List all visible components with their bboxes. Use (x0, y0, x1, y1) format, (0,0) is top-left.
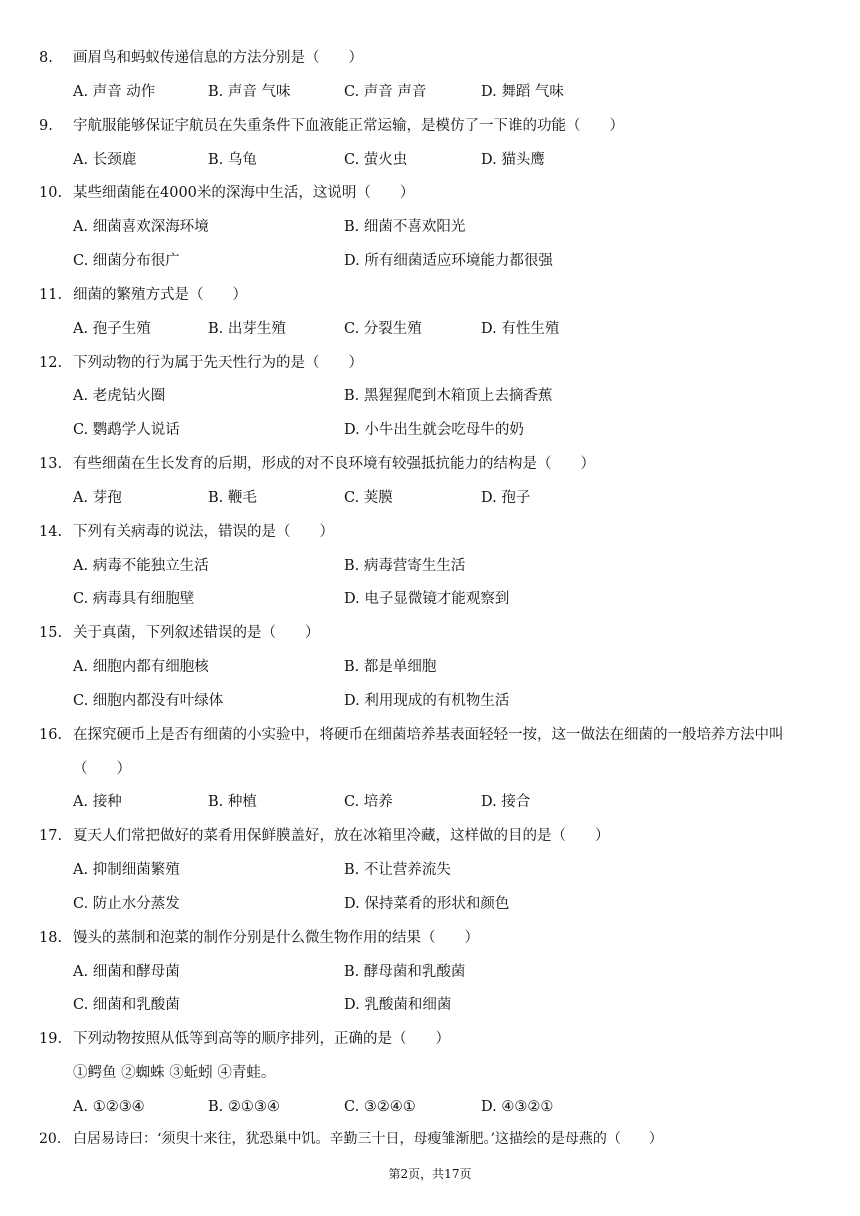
option-b: B. 不让营养流失 (344, 862, 451, 878)
option-c: C. 萤火虫 (344, 152, 408, 168)
question-text: 某些细菌能在4000米的深海中生活，这说明（ ） (73, 185, 415, 201)
question-text: 馒头的蒸制和泡菜的制作分别是什么微生物作用的结果（ ） (73, 930, 479, 946)
question-text: 下列动物的行为属于先天性行为的是（ ） (73, 355, 363, 371)
option-d: D. 舞蹈 气味 (481, 84, 564, 100)
page-footer: 第2页，共17页 (388, 1167, 472, 1181)
option-c: C. 声音 声音 (344, 84, 427, 100)
option-d: D. 孢子 (481, 490, 531, 506)
option-a: A. 抑制细菌繁殖 (73, 862, 180, 878)
option-a: A. 细菌和酵母菌 (73, 964, 180, 980)
question-text: 有些细菌在生长发育的后期，形成的对不良环境有较强抵抗能力的结构是（ ） (73, 456, 595, 472)
question-text: 白居易诗曰：‘须臾十来往，犹恐巢中饥。辛勤三十日，母瘦雏渐肥。’这描绘的是母燕的（ ） (73, 1131, 663, 1147)
option-a: A. 长颈鹿 (73, 152, 137, 168)
option-b: B. 病毒营寄生生活 (344, 558, 466, 574)
option-d: D. ④③②① (481, 1099, 554, 1115)
question-text: 细菌的繁殖方式是（ ） (73, 287, 247, 303)
option-c: C. 病毒具有细胞壁 (73, 591, 195, 607)
question-number: 16. (39, 727, 63, 743)
question-text: 下列动物按照从低等到高等的顺序排列，正确的是（ ） (73, 1031, 450, 1047)
option-a: A. ①②③④ (73, 1099, 145, 1115)
option-a: A. 细菌喜欢深海环境 (73, 219, 209, 235)
question-number: 19. (39, 1031, 63, 1047)
option-a: A. 病毒不能独立生活 (73, 558, 209, 574)
option-b: B. 种植 (208, 794, 257, 810)
question-text: 夏天人们常把做好的菜肴用保鲜膜盖好，放在冰箱里冷藏，这样做的目的是（ ） (73, 828, 610, 844)
option-d: D. 有性生殖 (481, 321, 560, 337)
question-text: 画眉鸟和蚂蚁传递信息的方法分别是（ ） (73, 50, 363, 66)
option-d: D. 接合 (481, 794, 531, 810)
option-a: A. 芽孢 (73, 490, 122, 506)
option-b: B. 黑猩猩爬到木箱顶上去摘香蕉 (344, 388, 553, 404)
question-text: 关于真菌，下列叙述错误的是（ ） (73, 625, 320, 641)
option-b: B. ②①③④ (208, 1099, 280, 1115)
option-c: C. 鹦鹉学人说话 (73, 422, 180, 438)
option-a: A. 孢子生殖 (73, 321, 151, 337)
question-number: 10. (39, 185, 63, 201)
option-b: B. 细菌不喜欢阳光 (344, 219, 466, 235)
answer-blank: （ ） (73, 761, 131, 777)
option-b: B. 都是单细胞 (344, 659, 437, 675)
option-a: A. 声音 动作 (73, 84, 156, 100)
question-number: 9. (39, 118, 53, 134)
option-d: D. 利用现成的有机物生活 (344, 693, 510, 709)
option-c: C. 培养 (344, 794, 393, 810)
question-text: 下列有关病毒的说法，错误的是（ ） (73, 524, 334, 540)
question-number: 13. (39, 456, 63, 472)
option-d: D. 小牛出生就会吃母牛的奶 (344, 422, 524, 438)
question-text: 在探究硬币上是否有细菌的小实验中，将硬币在细菌培养基表面轻轻一按，这一做法在细菌的一般培养方法中叫 (73, 727, 784, 743)
option-c: C. 分裂生殖 (344, 321, 422, 337)
option-d: D. 所有细菌适应环境能力都很强 (344, 253, 553, 269)
option-c: C. 细胞内都没有叶绿体 (73, 693, 224, 709)
option-c: C. ③②④① (344, 1099, 416, 1115)
option-a: A. 细胞内都有细胞核 (73, 659, 209, 675)
option-d: D. 乳酸菌和细菌 (344, 997, 452, 1013)
option-a: A. 老虎钻火圈 (73, 388, 166, 404)
question-number: 15. (39, 625, 63, 641)
question-number: 17. (39, 828, 63, 844)
option-c: C. 防止水分蒸发 (73, 896, 180, 912)
animal-list: ①鳄鱼 ②蜘蛛 ③蚯蚓 ④青蛙。 (73, 1065, 276, 1081)
question-text: 宇航服能够保证宇航员在失重条件下血液能正常运输，是模仿了一下谁的功能（ ） (73, 118, 624, 134)
option-c: C. 细菌和乳酸菌 (73, 997, 180, 1013)
option-d: D. 保持菜肴的形状和颜色 (344, 896, 510, 912)
question-number: 8. (39, 50, 53, 66)
option-b: B. 出芽生殖 (208, 321, 286, 337)
option-a: A. 接种 (73, 794, 122, 810)
question-number: 14. (39, 524, 63, 540)
question-number: 20. (39, 1131, 62, 1147)
option-c: C. 细菌分布很广 (73, 253, 180, 269)
option-d: D. 猫头鹰 (481, 152, 545, 168)
question-number: 12. (39, 355, 63, 371)
option-b: B. 乌龟 (208, 152, 257, 168)
option-d: D. 电子显微镜才能观察到 (344, 591, 510, 607)
option-b: B. 酵母菌和乳酸菌 (344, 964, 466, 980)
question-number: 18. (39, 930, 63, 946)
option-b: B. 声音 气味 (208, 84, 291, 100)
question-number: 11. (39, 287, 63, 303)
option-c: C. 荚膜 (344, 490, 393, 506)
option-b: B. 鞭毛 (208, 490, 257, 506)
